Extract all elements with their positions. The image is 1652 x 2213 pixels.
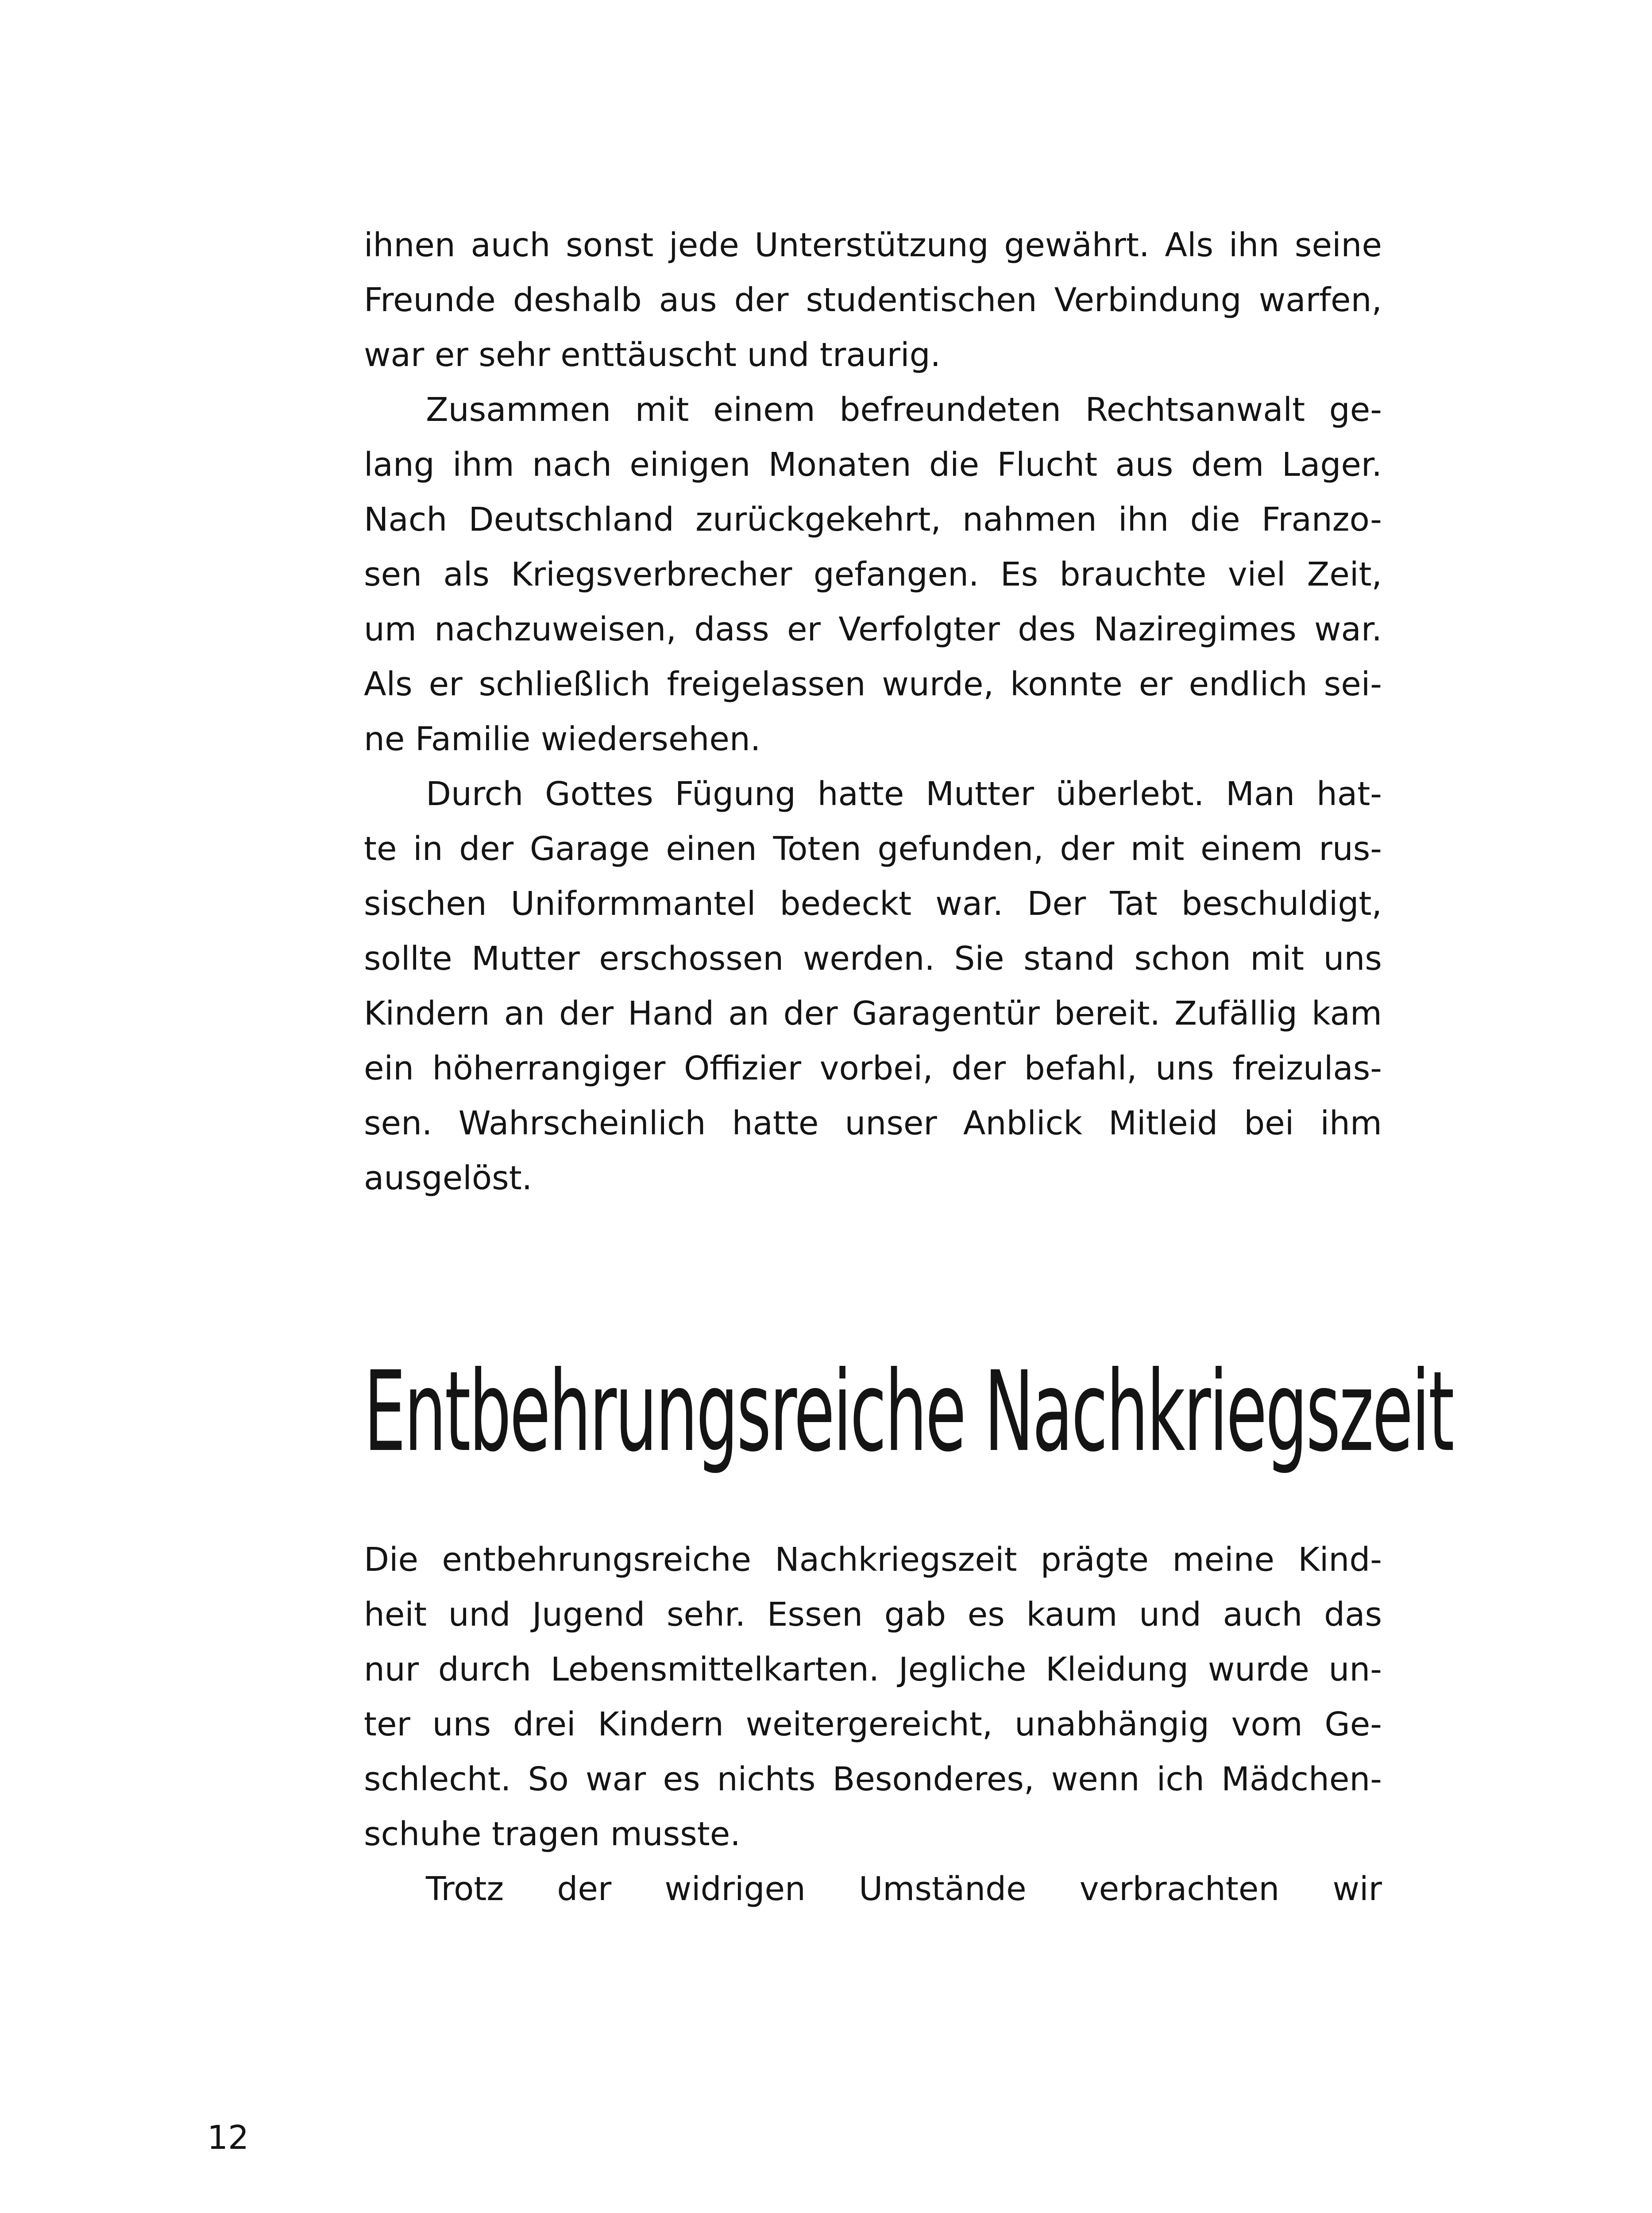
text-line: Als er schließlich freigelassen wurde, konnte er endlich sei- xyxy=(364,665,1382,703)
section-heading: Entbehrungsreiche Nachkriegszeit xyxy=(364,1347,1453,1476)
text-line: war er sehr enttäuscht und traurig. xyxy=(364,336,941,374)
text-line: schuhe tragen musste. xyxy=(364,1815,741,1853)
text-line: sen. Wahrscheinlich hatte unser Anblick Mitleid bei ihm xyxy=(364,1104,1382,1142)
text-line: te in der Garage einen Toten gefunden, der mit einem rus- xyxy=(364,830,1382,868)
text-line: ter uns drei Kindern weitergereicht, unabhängig vom Ge- xyxy=(364,1705,1382,1743)
text-line: Die entbehrungsreiche Nachkriegszeit prägte meine Kind- xyxy=(364,1541,1382,1579)
page-number: 12 xyxy=(207,2119,249,2157)
text-line: Trotz der widrigen Umstände verbrachten wir xyxy=(426,1870,1382,1908)
text-line: Durch Gottes Fügung hatte Mutter überlebt. Man hat- xyxy=(426,775,1382,813)
body-text-top xyxy=(364,218,1382,1206)
text-line: sischen Uniformmantel bedeckt war. Der Tat beschuldigt, xyxy=(364,885,1382,923)
text-line: schlecht. So war es nichts Besonderes, wenn ich Mädchen- xyxy=(364,1760,1382,1798)
text-line: lang ihm nach einigen Monaten die Flucht aus dem Lager. xyxy=(364,446,1382,484)
text-line: ihnen auch sonst jede Unterstützung gewährt. Als ihn seine xyxy=(364,226,1382,264)
text-line: sollte Mutter erschossen werden. Sie stand schon mit uns xyxy=(364,940,1382,978)
text-line: heit und Jugend sehr. Essen gab es kaum und auch das xyxy=(364,1596,1382,1634)
text-line: Nach Deutschland zurückgekehrt, nahmen ihn die Franzo- xyxy=(364,501,1382,539)
text-line: ausgelöst. xyxy=(364,1159,533,1197)
body-text-bottom xyxy=(364,1532,1382,1916)
text-line: Freunde deshalb aus der studentischen Verbindung warfen, xyxy=(364,281,1382,319)
text-line: nur durch Lebensmittelkarten. Jegliche Kleidung wurde un- xyxy=(364,1650,1382,1689)
text-line: Kindern an der Hand an der Garagentür bereit. Zufällig kam xyxy=(364,995,1382,1033)
text-line: ein höherrangiger Offizier vorbei, der befahl, uns freizulas- xyxy=(364,1049,1382,1087)
text-line: um nachzuweisen, dass er Verfolgter des Naziregimes war. xyxy=(364,610,1382,648)
text-line: sen als Kriegsverbrecher gefangen. Es brauchte viel Zeit, xyxy=(364,555,1382,594)
text-line: ne Familie wiedersehen. xyxy=(364,720,761,758)
text-line: Zusammen mit einem befreundeten Rechtsanwalt ge- xyxy=(426,391,1382,429)
